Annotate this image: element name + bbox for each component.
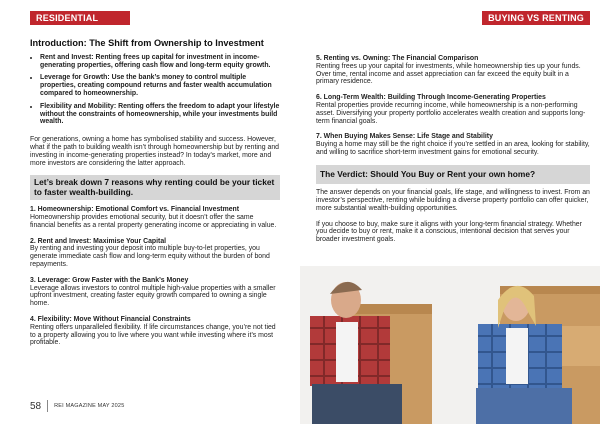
section-1 [30, 206, 280, 229]
section-body: Buying a home may still be the right choice if you’re settled in an area, looking for stability, and willing to sacrifice short-term investment gains for emotional security. [316, 141, 590, 156]
section-heading: 5. Renting vs. Owning: The Financial Comparison [316, 55, 479, 62]
callout-box: Let’s break down 7 reasons why renting could be your ticket to faster wealth-building. [30, 175, 280, 200]
section-4 [30, 316, 280, 347]
section-body: Leverage allows investors to control multiple high-value properties with a smaller upfront investment, creating faster equity growth compared to owning a single home. [30, 284, 276, 308]
section-3 [30, 277, 280, 308]
section-heading: 7. When Buying Makes Sense: Life Stage and Stability [316, 133, 493, 141]
intro-heading: Introduction: The Shift from Ownership to Investment [30, 38, 264, 48]
section-heading: 3. Leverage: Grow Faster with the Bank’s Money [30, 276, 189, 284]
intro-paragraph: For generations, owning a home has symbolised stability and success. However, what if the path to building wealth isn’t through homeownership but by renting and investing in income-generating properties instead? In today’s market, more and more investors are considering the latter approach. [30, 136, 279, 167]
verdict-paragraph: The answer depends on your financial goals, life stage, and willingness to invest. From an investor’s perspective, renting while building a diverse property portfolio can offer quicker, more substantial wealth-building opportunities. [316, 189, 590, 212]
photo-illustration [300, 266, 600, 424]
section-tag-buying-vs-renting: BUYING VS RENTING [482, 11, 590, 25]
bullet-item: • Flexibility and Mobility: Renting offers the freedom to adapt your lifestyle without the constraints of homeownership, while your investments build wealth. [40, 103, 280, 126]
section-2 [30, 238, 280, 269]
verdict-heading: The Verdict: Should You Buy or Rent your own home? [316, 165, 590, 184]
key-points-list [30, 54, 280, 126]
section-heading: 6. Long-Term Wealth: Building Through Income-Generating Properties [316, 94, 546, 102]
section-body: Renting offers unparalleled flexibility. If life circumstances change, you’re not tied to a property allowing you to live where you want while investing where it’s most profitable. [30, 323, 276, 347]
section-5 [316, 55, 590, 86]
couple-with-boxes-photo [300, 266, 600, 424]
bullet-item: • Leverage for Growth: Use the bank’s money to control multiple properties, creating compound returns and faster wealth accumulation compared to homeownership. [40, 74, 280, 97]
page-footer [30, 400, 124, 412]
section-tag-residential: RESIDENTIAL [30, 11, 130, 25]
left-column [30, 40, 280, 355]
section-6 [316, 94, 590, 125]
bullet-item: • Rent and Invest: Renting frees up capital for investment in income-generating properties, offering cash flow and long-term equity growth. [40, 54, 280, 70]
section-body: Renting frees up your capital for investments, while homeownership ties up your funds. Over time, rental income and asset appreciation can far exceed the equity built in a primary residence. [316, 62, 581, 86]
section-body: By renting and investing your deposit into multiple buy-to-let properties, you generate immediate cash flow and long-term equity without the burden of bond repayments. [30, 245, 270, 268]
right-column [316, 55, 590, 252]
section-heading: 4. Flexibility: Move Without Financial Constraints [30, 315, 191, 323]
section-heading: 2. Rent and Invest: Maximise Your Capital [30, 237, 167, 245]
footer-divider [47, 400, 48, 412]
section-7 [316, 133, 590, 156]
magazine-issue: REI MAGAZINE MAY 2025 [54, 403, 125, 409]
section-body: Rental properties provide recurring income, while homeownership is a non-performing asset. Diversifying your property portfolio accelerates wealth creation and supports long-term financial goals. [316, 101, 586, 125]
section-heading: 1. Homeownership: Emotional Comfort vs. Financial Investment [30, 206, 240, 214]
page-number: 58 [30, 400, 42, 412]
section-body: Homeownership provides emotional security, but it doesn’t offer the same financial benefits as a rental property generating income or appreciating in value. [30, 213, 277, 229]
verdict-paragraph: If you choose to buy, make sure it aligns with your long-term financial strategy. Whether you decide to buy or rent, make it a conscious, intentional decision that serves your broader investment goals. [316, 220, 582, 244]
